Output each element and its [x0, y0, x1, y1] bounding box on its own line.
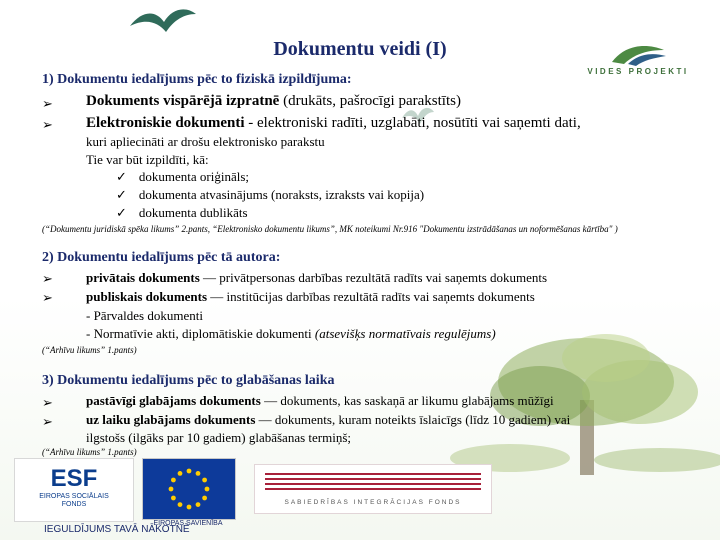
section2-dash1: - Pārvaldes dokumenti [86, 308, 203, 323]
sif-stripes-icon [255, 465, 491, 497]
check-item: ✓ dokumenta atvasinājums (noraksts, izraksts vai kopija) [116, 187, 425, 202]
arrow-bullet-icon: ➢ [42, 290, 53, 305]
footer-slogan: IEGULDĪJUMS TAVĀ NĀKOTNĒ [44, 524, 190, 535]
section1-source: (“Dokumentu juridiskā spēka likums” 2.pants, “Elektronisko dokumentu likums”, MK noteikumi Nr.916 "Dokumentu izstrādāšanas un noformēšanas kārtība" ) [42, 224, 618, 234]
section3-source: (“Arhīvu likums” 1.pants) [42, 447, 137, 457]
section2-source: (“Arhīvu likums” 1.pants) [42, 345, 137, 355]
arrow-bullet-icon: ➢ [42, 117, 53, 132]
section3-heading: 3) Dokumentu iedalījums pēc to glabāšanas laika [42, 373, 335, 388]
arrow-bullet-icon: ➢ [42, 271, 53, 286]
arrow-bullet-icon: ➢ [42, 96, 53, 111]
section2-item2: publiskais dokuments — institūcijas darbības rezultātā radīts vai saņemts dokuments [86, 289, 535, 304]
vides-projekti-logo [574, 44, 702, 82]
funding-logos [10, 458, 600, 528]
section1-heading: 1) Dokumentu iedalījums pēc to fiziskā izpildījuma: [42, 72, 352, 87]
check-icon: ✓ [116, 187, 127, 202]
logo-text: VIDES PROJEKTI [587, 67, 689, 76]
leaf-logo-icon [608, 44, 668, 66]
section1-item2: Elektroniskie dokumenti - elektroniski radīti, uzglabāti, nosūtīti vai saņemti dati, [86, 115, 581, 131]
check-icon: ✓ [116, 169, 127, 184]
eu-flag [142, 458, 236, 520]
eu-caption: EIROPAS SAVIENĪBA [153, 520, 223, 527]
check-item: ✓ dokumenta oriģināls; [116, 169, 250, 184]
section2-dash2: - Normatīvie akti, diplomātiskie dokumenti (atsevišķs normatīvais regulējums) [86, 326, 496, 341]
arrow-bullet-icon: ➢ [42, 414, 53, 429]
eu-stars-icon [143, 459, 235, 519]
section1-item1: Dokuments vispārējā izpratnē (drukāts, pašrocīgi parakstīts) [86, 93, 461, 109]
slide-title: Dokumentu veidi (I) [273, 38, 447, 60]
check-icon: ✓ [116, 205, 127, 220]
section2-item1: privātais dokuments — privātpersonas darbības rezultātā radīts vai saņemts dokuments [86, 270, 548, 285]
section3-item2-cont: ilgstošs (ilgāks par 10 gadiem) glabāšanas termiņš; [86, 430, 352, 445]
section3-item2: uz laiku glabājams dokuments — dokuments, kuram noteikts īslaicīgs (līdz 10 gadiem) vai [86, 412, 571, 427]
section1-sub-intro: Tie var būt izpildīti, kā: [86, 152, 209, 167]
arrow-bullet-icon: ➢ [42, 395, 53, 410]
section3-item1: pastāvīgi glabājams dokuments — dokuments, kas saskaņā ar likumu glabājams mūžīgi [86, 393, 554, 408]
esf-logo: ESF EIROPAS SOCIĀLAIS FONDS [14, 458, 134, 522]
section1-item2-cont: kuri apliecināti ar drošu elektronisko parakstu [86, 134, 325, 149]
check-item: ✓ dokumenta dublikāts [116, 205, 248, 220]
bird-icon [128, 4, 198, 40]
section2-heading: 2) Dokumentu iedalījums pēc tā autora: [42, 250, 281, 265]
sif-logo: SABIEDRĪBAS INTEGRĀCIJAS FONDS [254, 464, 492, 514]
